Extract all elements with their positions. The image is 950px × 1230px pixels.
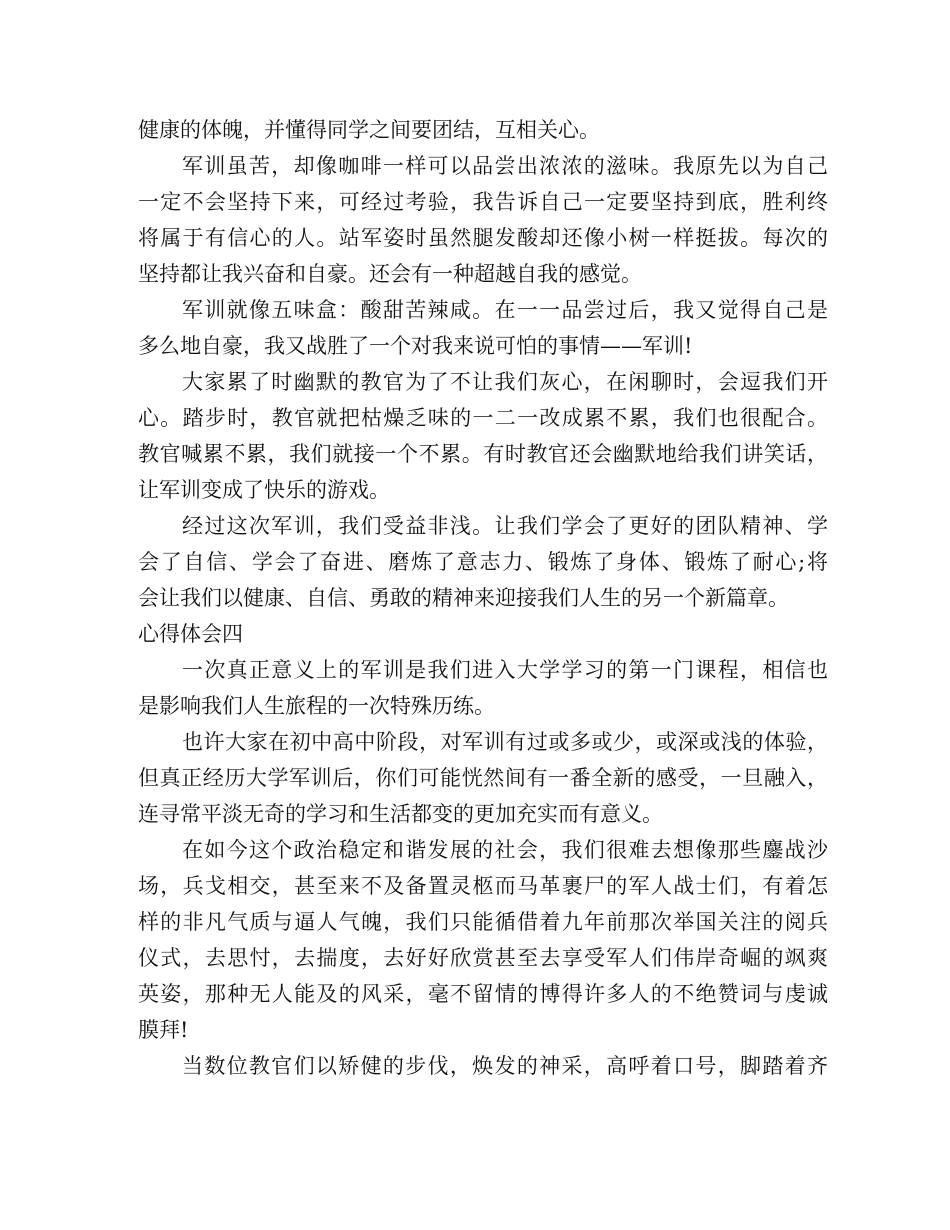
paragraph-first-line: 也许大家在初中高中阶段，对军训有过或多或少，或深或浅的体验，: [182, 730, 828, 754]
text-line: 样的非凡气质与逼人气魄，我们只能循借着九年前那次举国关注的阅兵: [138, 910, 828, 934]
text-line: 会了自信、学会了奋进、磨炼了意志力、锻炼了身体、锻炼了耐心;将: [138, 550, 828, 574]
paragraph-first-line: 大家累了时幽默的教官为了不让我们灰心，在闲聊时，会逗我们开: [182, 370, 828, 394]
text-line: 心。踏步时，教官就把枯燥乏味的一二一改成累不累，我们也很配合。: [138, 406, 828, 430]
text-line: 英姿，那种无人能及的风采，毫不留情的博得许多人的不绝赞词与虔诚: [138, 982, 828, 1006]
text-line: 是影响我们人生旅程的一次特殊历练。: [138, 694, 495, 718]
text-line: 一定不会坚持下来，可经过考验，我告诉自己一定要坚持到底，胜利终: [138, 190, 828, 214]
section-heading: 心得体会四: [138, 622, 243, 646]
paragraph-first-line: 一次真正意义上的军训是我们进入大学学习的第一门课程，相信也: [182, 658, 828, 682]
paragraph-first-line: 当数位教官们以矫健的步伐，焕发的神采，高呼着口号，脚踏着齐: [182, 1054, 828, 1078]
text-line: 但真正经历大学军训后，你们可能恍然间有一番全新的感受，一旦融入，: [138, 766, 828, 790]
text-line: 健康的体魄，并懂得同学之间要团结，互相关心。: [138, 118, 600, 142]
paragraph-first-line: 经过这次军训，我们受益非浅。让我们学会了更好的团队精神、学: [182, 514, 828, 538]
text-line: 场，兵戈相交，甚至来不及备置灵柩而马革裹尸的军人战士们，有着怎: [138, 874, 828, 898]
text-line: 教官喊累不累，我们就接一个不累。有时教官还会幽默地给我们讲笑话，: [138, 442, 828, 466]
paragraph-first-line: 军训就像五味盒：酸甜苦辣咸。在一一品尝过后，我又觉得自己是: [182, 298, 828, 322]
paragraph-first-line: 在如今这个政治稳定和谐发展的社会，我们很难去想像那些鏖战沙: [182, 838, 828, 862]
text-line: 会让我们以健康、自信、勇敢的精神来迎接我们人生的另一个新篇章。: [138, 586, 789, 610]
text-line: 坚持都让我兴奋和自豪。还会有一种超越自我的感觉。: [138, 262, 642, 286]
text-line: 多么地自豪，我又战胜了一个对我来说可怕的事情——军训!: [138, 334, 693, 358]
text-line: 仪式，去思忖，去揣度，去好好欣赏甚至去享受军人们伟岸奇崛的飒爽: [138, 946, 828, 970]
text-line: 连寻常平淡无奇的学习和生活都变的更加充实而有意义。: [138, 802, 663, 826]
text-line: 膜拜!: [138, 1018, 189, 1042]
text-line: 让军训变成了快乐的游戏。: [138, 478, 390, 502]
paragraph-first-line: 军训虽苦，却像咖啡一样可以品尝出浓浓的滋味。我原先以为自己: [182, 154, 828, 178]
document-body: [138, 112, 828, 1084]
text-line: 将属于有信心的人。站军姿时虽然腿发酸却还像小树一样挺拔。每次的: [138, 226, 828, 250]
